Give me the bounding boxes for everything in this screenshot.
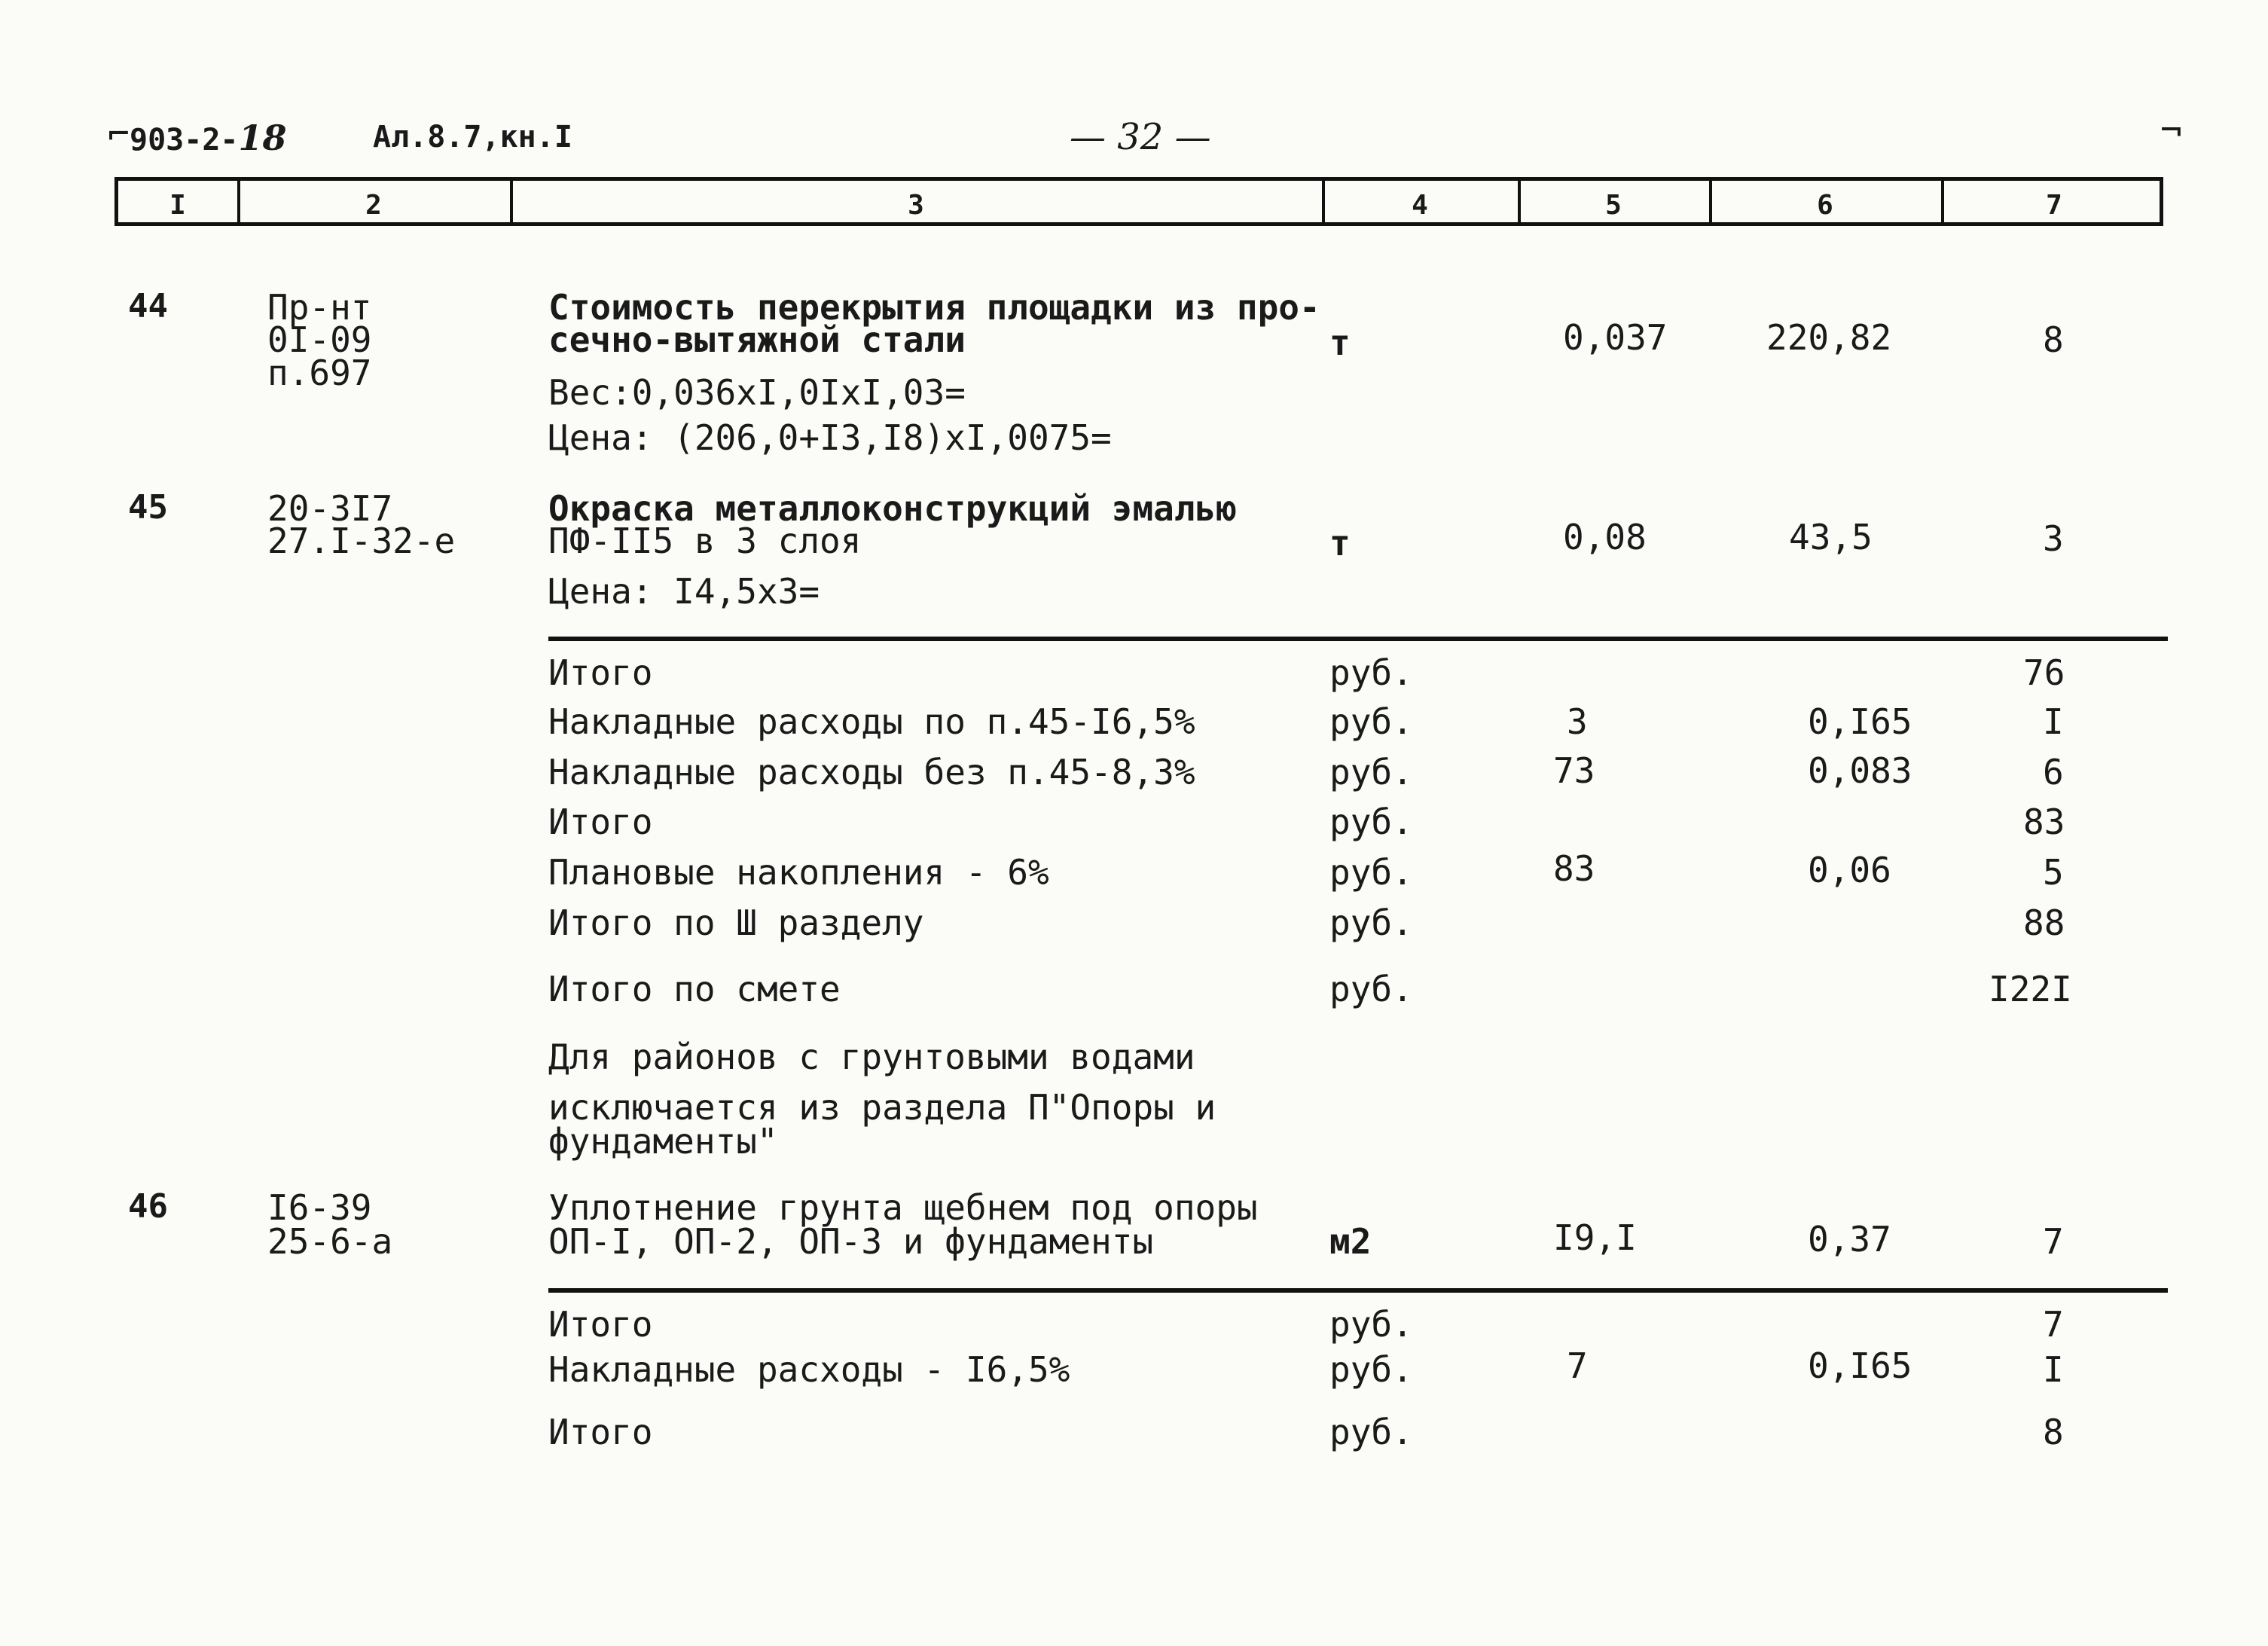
note-line: Для районов с грунтовыми водами xyxy=(548,1037,1195,1077)
entry-description: ОП-I, ОП-2, ОП-3 и фундаменты xyxy=(548,1221,1154,1262)
col-divider xyxy=(237,181,240,222)
summary-total: 5 xyxy=(2043,852,2064,893)
summary-base: 7 xyxy=(1567,1345,1588,1386)
entry-code: 20-3I7 xyxy=(267,488,393,529)
summary-total: 83 xyxy=(2023,802,2065,842)
col-divider xyxy=(1322,181,1325,222)
summary-label: Накладные расходы по п.45-I6,5% xyxy=(548,701,1195,742)
entry-note: Цена: (206,0+I3,I8)хI,0075= xyxy=(548,417,1112,458)
entry-code: 25-6-а xyxy=(267,1221,393,1262)
entry-price: 0,37 xyxy=(1808,1219,1891,1260)
summary-label: Итого xyxy=(548,1304,653,1345)
entry-code: Пр-нт xyxy=(267,287,372,328)
col-header-6: 6 xyxy=(1817,190,1833,221)
col-divider xyxy=(1709,181,1712,222)
summary-rate: 0,I65 xyxy=(1808,701,1912,742)
doc-code-handwritten: 18 xyxy=(238,118,287,158)
entry-number: 45 xyxy=(128,488,168,527)
summary-label: Плановые накопления - 6% xyxy=(548,852,1049,893)
entry-description: ПФ-II5 в 3 слоя xyxy=(548,521,862,561)
col-divider xyxy=(1518,181,1521,222)
entry-code: 27.I-32-е xyxy=(267,521,456,561)
entry-unit: т xyxy=(1329,523,1351,563)
entry-unit: м2 xyxy=(1329,1221,1372,1262)
summary-rate: 0,I65 xyxy=(1808,1345,1912,1386)
entry-price: 220,82 xyxy=(1766,317,1892,358)
summary-label: Итого xyxy=(548,652,653,693)
entry-number: 46 xyxy=(128,1187,168,1226)
summary-label: Накладные расходы - I6,5% xyxy=(548,1349,1070,1390)
album-ref: Ал.8.7,кн.I xyxy=(373,120,572,154)
summary-divider xyxy=(548,637,2168,641)
page-number: — 32 — xyxy=(1070,116,1211,158)
entry-code: 0I-09 xyxy=(267,319,372,360)
summary-label: Итого xyxy=(548,802,653,842)
entry-description: Уплотнение грунта щебнем под опоры xyxy=(548,1187,1258,1228)
col-header-7: 7 xyxy=(2046,190,2062,221)
summary-total: I22I xyxy=(1989,969,2072,1009)
entry-description: Окраска металлоконструкций эмалью xyxy=(548,488,1237,529)
summary-total: I xyxy=(2043,701,2064,742)
column-header-table xyxy=(114,177,2163,226)
entry-qty: 0,037 xyxy=(1563,317,1668,358)
entry-total: 8 xyxy=(2043,319,2064,360)
summary-unit: руб. xyxy=(1329,802,1413,842)
entry-qty: I9,I xyxy=(1553,1217,1637,1258)
note-line: фундаменты" xyxy=(548,1121,778,1162)
col-divider xyxy=(1941,181,1944,222)
summary-unit: руб. xyxy=(1329,969,1413,1009)
col-header-3: 3 xyxy=(908,190,924,221)
summary-divider xyxy=(548,1288,2168,1293)
summary-unit: руб. xyxy=(1329,1349,1413,1390)
entry-note: Цена: I4,5х3= xyxy=(548,571,820,612)
summary-unit: руб. xyxy=(1329,652,1413,693)
summary-total: 8 xyxy=(2043,1412,2064,1452)
summary-total: 7 xyxy=(2043,1304,2064,1345)
summary-unit: руб. xyxy=(1329,1304,1413,1345)
note-line: исключается из раздела П"Опоры и xyxy=(548,1087,1216,1128)
summary-label: Итого xyxy=(548,1412,653,1452)
entry-number: 44 xyxy=(128,287,168,325)
col-divider xyxy=(510,181,513,222)
entry-code: п.697 xyxy=(267,353,372,393)
summary-rate: 0,083 xyxy=(1808,750,1912,791)
entry-total: 3 xyxy=(2043,518,2064,559)
entry-unit: т xyxy=(1329,322,1351,363)
summary-label: Итого по смете xyxy=(548,969,841,1009)
col-header-4: 4 xyxy=(1412,190,1428,221)
entry-qty: 0,08 xyxy=(1563,517,1647,557)
entry-note: Вес:0,036хI,0IхI,03= xyxy=(548,372,966,413)
summary-unit: руб. xyxy=(1329,852,1413,893)
summary-total: 88 xyxy=(2023,902,2065,943)
entry-code: I6-39 xyxy=(267,1187,372,1228)
doc-code: 903-2-18 xyxy=(130,118,287,158)
corner-mark-left: ⌐ xyxy=(108,113,130,155)
col-header-2: 2 xyxy=(365,190,382,221)
summary-total: 6 xyxy=(2043,752,2064,792)
summary-unit: руб. xyxy=(1329,701,1413,742)
summary-base: 3 xyxy=(1567,701,1588,742)
summary-base: 73 xyxy=(1553,750,1595,791)
summary-label: Накладные расходы без п.45-8,3% xyxy=(548,752,1195,792)
entry-description: Стоимость перекрытия площадки из про- xyxy=(548,287,1320,328)
summary-label: Итого по Ш разделу xyxy=(548,902,924,943)
summary-total: I xyxy=(2043,1349,2064,1390)
summary-unit: руб. xyxy=(1329,752,1413,792)
summary-unit: руб. xyxy=(1329,1412,1413,1452)
summary-rate: 0,06 xyxy=(1808,850,1891,890)
col-header-5: 5 xyxy=(1605,190,1622,221)
summary-base: 83 xyxy=(1553,848,1595,889)
entry-description: сечно-вытяжной стали xyxy=(548,319,966,360)
entry-price: 43,5 xyxy=(1789,517,1873,557)
summary-unit: руб. xyxy=(1329,902,1413,943)
summary-total: 76 xyxy=(2023,652,2065,693)
col-header-1: I xyxy=(169,190,186,221)
corner-mark-right: ¬ xyxy=(2160,109,2182,151)
entry-total: 7 xyxy=(2043,1221,2064,1262)
